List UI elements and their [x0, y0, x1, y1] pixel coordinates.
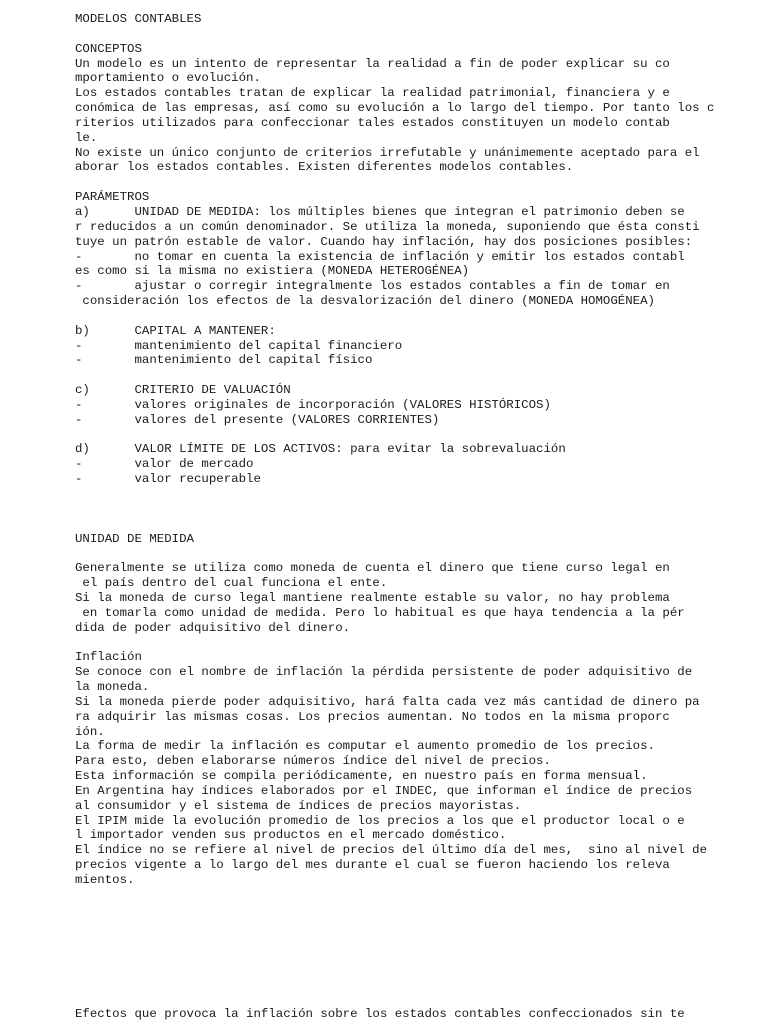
text-line: - mantenimiento del capital financiero	[75, 338, 403, 353]
document-page	[75, 12, 765, 1021]
text-line: - valores originales de incorporación (VALORES HISTÓRICOS)	[75, 397, 551, 412]
text-line: ra adquirir las mismas cosas. Los precios aumentan. No todos en la misma proporc	[75, 709, 670, 724]
blank-line	[75, 546, 765, 561]
text-line: UNIDAD DE MEDIDA	[75, 531, 194, 546]
text-line: es como si la misma no existiera (MONEDA HETEROGÉNEA)	[75, 264, 470, 279]
text-line: Efectos que provoca la inflación sobre los estados contables confeccionados sin te	[75, 1006, 685, 1021]
text-line: mientos.	[75, 872, 135, 887]
blank-line	[75, 635, 765, 650]
text-line: aborar los estados contables. Existen diferentes modelos contables.	[75, 160, 574, 175]
text-line: No existe un único conjunto de criterios irrefutable y unánimemente aceptado para el	[75, 145, 700, 160]
text-line: Los estados contables tratan de explicar la realidad patrimonial, financiera y e	[75, 86, 670, 101]
text-line: MODELOS CONTABLES	[75, 12, 202, 26]
text-line: la moneda.	[75, 679, 150, 694]
text-line: tuye un patrón estable de valor. Cuando hay inflación, hay dos posiciones posibles:	[75, 234, 693, 249]
text-line: - valor recuperable	[75, 472, 261, 487]
text-line: Generalmente se utiliza como moneda de cuenta el dinero que tiene curso legal en	[75, 561, 670, 576]
blank-line	[75, 502, 765, 517]
text-line: - no tomar en cuenta la existencia de inflación y emitir los estados contabl	[75, 249, 685, 264]
text-line: r reducidos a un común denominador. Se utiliza la moneda, suponiendo que ésta consti	[75, 219, 700, 234]
text-line: a) UNIDAD DE MEDIDA: los múltiples bienes que integran el patrimonio deben se	[75, 204, 685, 219]
text-line: En Argentina hay índices elaborados por el INDEC, que informan el índice de precios	[75, 783, 693, 798]
text-line: al consumidor y el sistema de índices de precios mayoristas.	[75, 798, 522, 813]
text-line: - ajustar o corregir integralmente los estados contables a fin de tomar en	[75, 279, 670, 294]
text-line: en tomarla como unidad de medida. Pero lo habitual es que haya tendencia a la pér	[75, 605, 685, 620]
blank-line	[75, 487, 765, 502]
text-line: ión.	[75, 724, 105, 739]
text-line: Inflación	[75, 650, 142, 665]
text-line: Esta información se compila periódicamente, en nuestro país en forma mensual.	[75, 769, 648, 784]
text-line: Para esto, deben elaborarse números índice del nivel de precios.	[75, 754, 551, 769]
text-line: La forma de medir la inflación es computar el aumento promedio de los precios.	[75, 739, 655, 754]
text-line: El IPIM mide la evolución promedio de los precios a los que el productor local o e	[75, 813, 685, 828]
text-line: consideración los efectos de la desvalorización del dinero (MONEDA HOMOGÉNEA)	[75, 294, 655, 309]
text-line: precios vigente a lo largo del mes durante el cual se fueron haciendo los releva	[75, 858, 670, 873]
text-line: dida de poder adquisitivo del dinero.	[75, 620, 351, 635]
text-line: Se conoce con el nombre de inflación la pérdida persistente de poder adquisitivo de	[75, 665, 693, 680]
text-line: Si la moneda de curso legal mantiene realmente estable su valor, no hay problema	[75, 590, 670, 605]
blank-line	[75, 368, 765, 383]
text-line: El índice no se refiere al nivel de precios del último día del mes, sino al nivel de	[75, 843, 708, 858]
blank-line	[75, 962, 765, 977]
blank-line	[75, 903, 765, 918]
blank-line	[75, 175, 765, 190]
blank-line	[75, 428, 765, 443]
text-line: l importador venden sus productos en el mercado doméstico.	[75, 828, 507, 843]
blank-line	[75, 309, 765, 324]
blank-line	[75, 947, 765, 962]
text-line: b) CAPITAL A MANTENER:	[75, 323, 276, 338]
text-line: PARÁMETROS	[75, 190, 150, 205]
text-line: - valor de mercado	[75, 457, 254, 472]
text-line: Si la moneda pierde poder adquisitivo, hará falta cada vez más cantidad de dinero pa	[75, 694, 700, 709]
text-line: Un modelo es un intento de representar la realidad a fin de poder explicar su co	[75, 56, 670, 71]
blank-line	[75, 517, 765, 532]
text-line: - valores del presente (VALORES CORRIENTES)	[75, 412, 440, 427]
text-line: d) VALOR LÍMITE DE LOS ACTIVOS: para evitar la sobrevaluación	[75, 442, 566, 457]
blank-line	[75, 27, 765, 42]
text-line: le.	[75, 130, 98, 145]
text-line: - mantenimiento del capital físico	[75, 353, 373, 368]
blank-line	[75, 977, 765, 992]
blank-line	[75, 992, 765, 1007]
text-line: riterios utilizados para confeccionar tales estados constituyen un modelo contab	[75, 115, 670, 130]
blank-line	[75, 932, 765, 947]
text-line: el país dentro del cual funciona el ente.	[75, 576, 388, 591]
text-line: conómica de las empresas, así como su evolución a lo largo del tiempo. Por tanto los c	[75, 101, 715, 116]
blank-line	[75, 888, 765, 903]
text-line: c) CRITERIO DE VALUACIÓN	[75, 383, 291, 398]
text-line: CONCEPTOS	[75, 41, 142, 56]
blank-line	[75, 917, 765, 932]
text-line: mportamiento o evolución.	[75, 71, 261, 86]
